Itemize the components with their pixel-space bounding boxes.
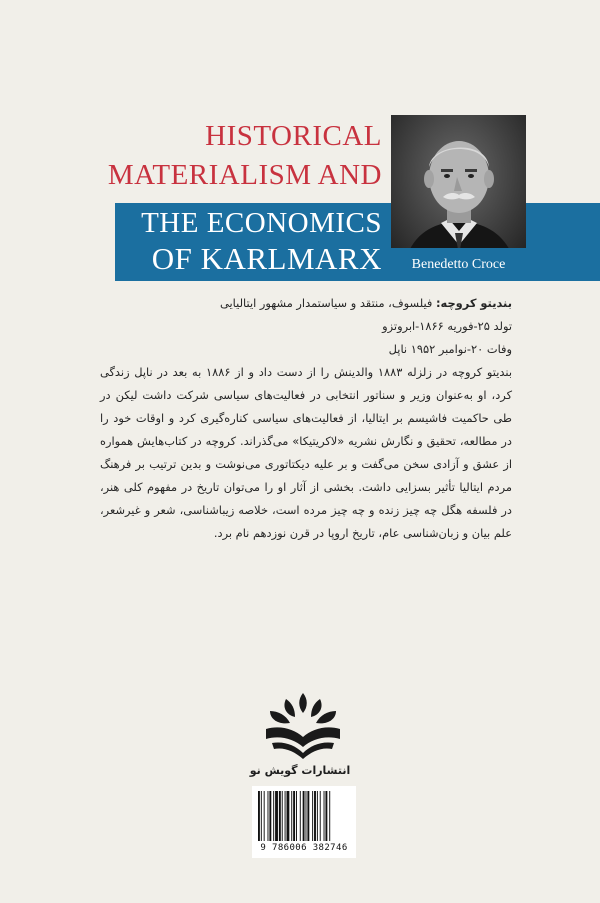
open-book-leaves-icon: [262, 685, 344, 765]
barcode-bars: [252, 786, 356, 842]
bio-born: تولد ۲۵-فوریه ۱۸۶۶-ابروتزو: [382, 319, 512, 333]
title-line-3: THE ECONOMICS: [141, 207, 382, 239]
bio-died: وفات ۲۰-نوامبر ۱۹۵۲ ناپل: [388, 342, 512, 356]
barcode-digits: 9 786006 382746: [260, 843, 348, 853]
bio-paragraph: بندیتو کروچه در زلزله ۱۸۸۳ والدینش را از دست داد و از ۱۸۸۶ به بعد در ناپل زندگی کرد، او به‌عنوان وزیر و سناتور انتخابی در فعالیت‌های سیاسی شرکت داشت لیکن در طی حاکمیت فاشیسم بر ایتالیا، از فعالیت‌های سیاسی کناره‌گیری کرد و اوقات خود را در مطالعه، تحقیق و نگارش نشریه «لاکریتیکا» می‌گذراند. کروچه در کتاب‌هایش همواره از عشق و آزادی سخن می‌گفت و بر علیه دیکتاتوری می‌نوشت و بدین ترتیب بر فرهنگ مردم ایتالیا تأثیر بسزایی داشت. بخشی از آثار او را می‌توان تاریخ در مفهوم کلی هنر، در فلسفه هگل چه چیز زنده و چه چیز مرده است، خلاصه زیباشناسی، شعر و غیرشعر، علم بیان و زبان‌شناسی عام، تاریخ اروپا در قرن نوزدهم نام برد.: [100, 365, 512, 540]
bio-name-line: [100, 292, 512, 315]
author-bio: [100, 292, 512, 545]
bio-description: فیلسوف، منتقد و سیاستمدار مشهور ایتالیایی: [220, 296, 436, 310]
bio-name: بندیتو کروچه:: [435, 296, 512, 310]
title-line-1: HISTORICAL: [205, 120, 382, 152]
title-line-2: MATERIALISM AND: [107, 159, 382, 191]
author-caption: Benedetto Croce: [391, 248, 526, 281]
publisher-name: انتشارات گویش نو: [249, 764, 351, 777]
title-line-4: OF KARLMARX: [151, 241, 382, 276]
